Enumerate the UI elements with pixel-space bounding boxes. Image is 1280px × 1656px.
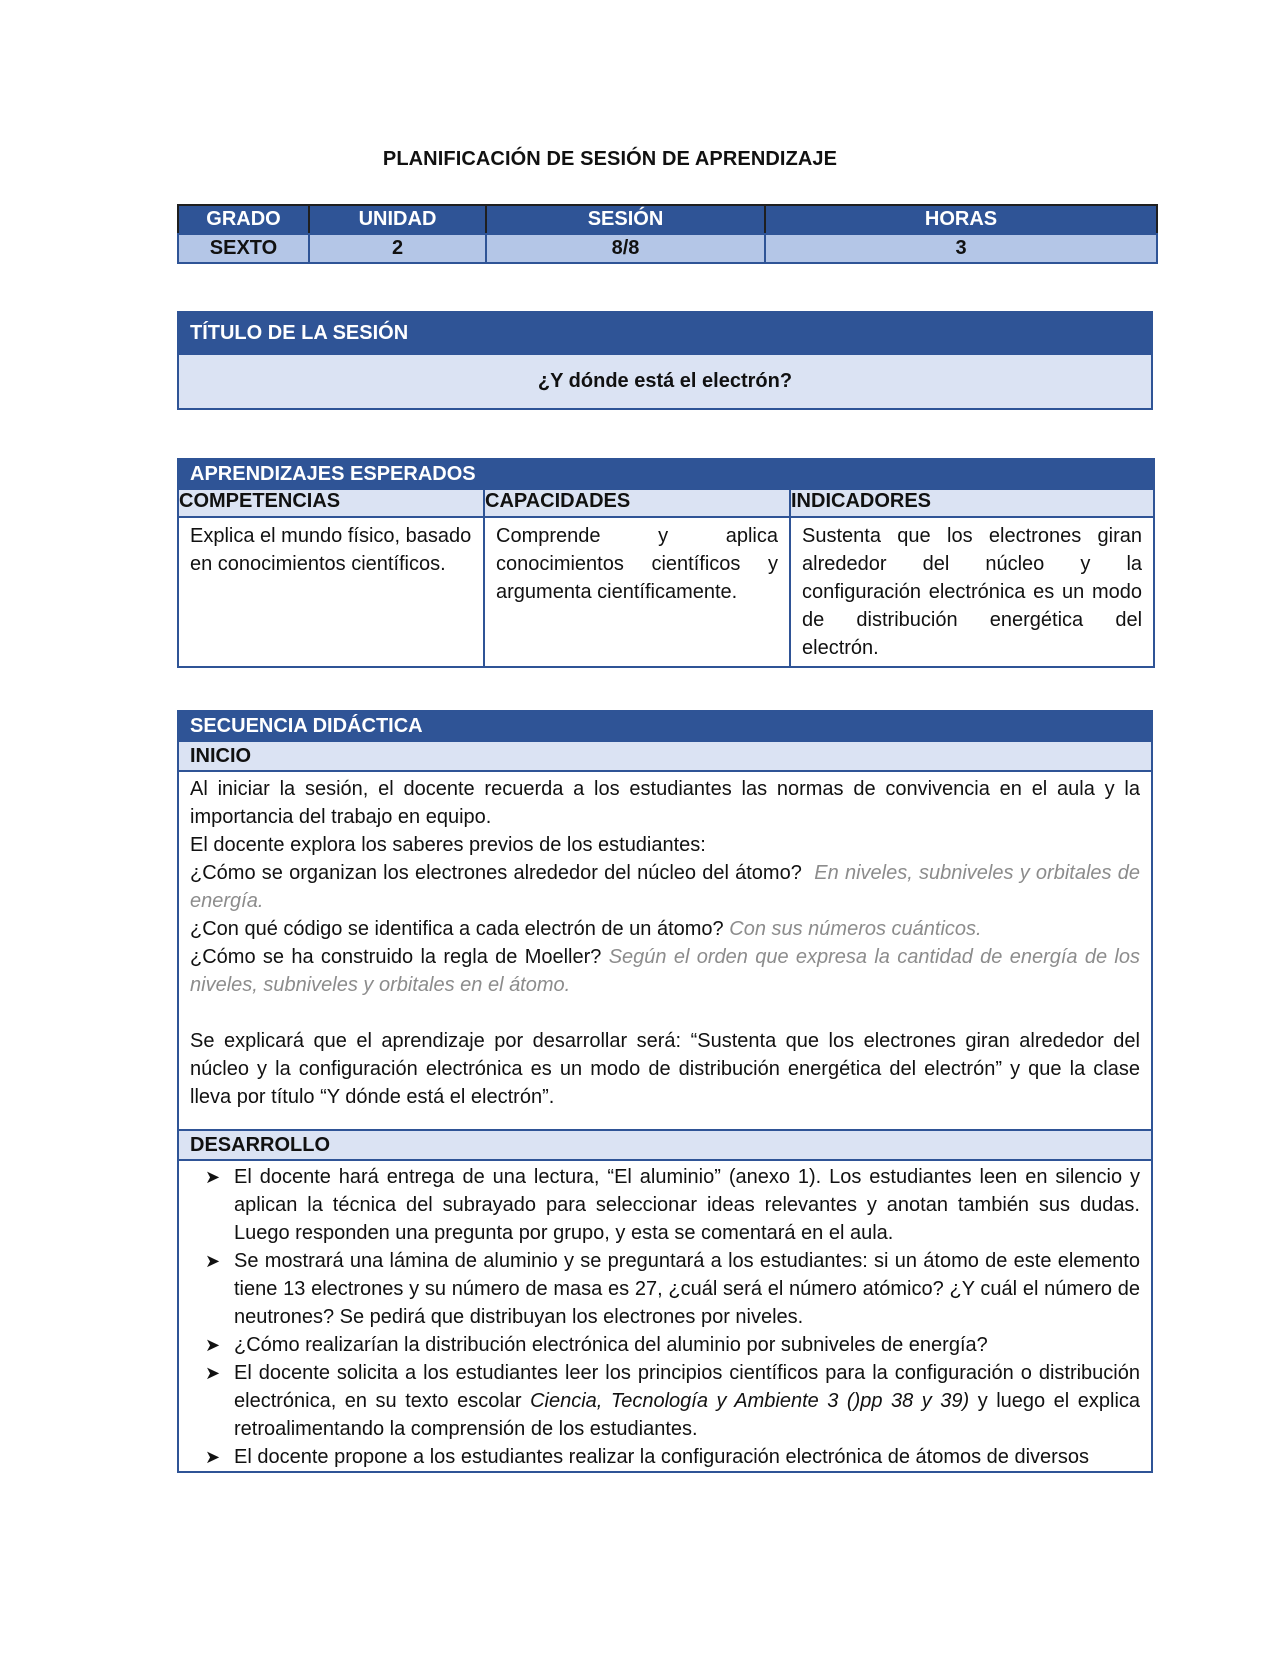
capacidades-header: CAPACIDADES: [484, 489, 790, 517]
inicio-paragraph-2: El docente explora los saberes previos de los estudiantes:: [190, 834, 706, 856]
expected-learning-header: APRENDIZAJES ESPERADOS: [178, 459, 1154, 489]
capacidades-cell: Comprende y aplica conocimientos científicos y argumenta científicamente.: [484, 517, 790, 667]
expected-learning-table: [177, 458, 1155, 668]
session-title-table: [177, 311, 1153, 410]
arrow-bullet-icon: ➤: [205, 1447, 221, 1467]
didactic-sequence-table: [177, 710, 1153, 1473]
arrow-bullet-icon: ➤: [205, 1335, 221, 1355]
grado-header: GRADO: [178, 205, 309, 234]
sesion-header: SESIÓN: [486, 205, 765, 234]
list-item-text: y luego el explica retroalimentando la comprensión de los estudiantes.: [234, 1390, 1141, 1440]
inicio-question-2: [190, 915, 1140, 943]
inicio-label: INICIO: [178, 741, 1152, 771]
grado-value: SEXTO: [178, 234, 309, 263]
list-item-text: El docente propone a los estudiantes realizar la configuración electrónica de átomos de diversos: [234, 1446, 1089, 1468]
unidad-value: 2: [309, 234, 486, 263]
question-2-text: ¿Con qué código se identifica a cada electrón de un átomo?: [190, 918, 724, 940]
document-title: PLANIFICACIÓN DE SESIÓN DE APRENDIZAJE: [382, 148, 838, 170]
book-reference: Ciencia, Tecnología y Ambiente 3 ()pp 38 y 39): [530, 1390, 970, 1412]
indicadores-cell: Sustenta que los electrones giran alrededor del núcleo y la configuración electrónica es un modo de distribución energética del electrón.: [790, 517, 1154, 667]
list-item: [190, 1331, 1140, 1359]
inicio-question-3: [190, 943, 1140, 999]
list-item-text: El docente solicita a los estudiantes leer los principios científicos para la configuración o distribución electrónica, en su texto escolar: [234, 1362, 1140, 1412]
horas-header: HORAS: [765, 205, 1157, 234]
sesion-value: 8/8: [486, 234, 765, 263]
list-item: [190, 1163, 1140, 1247]
competencias-cell: Explica el mundo físico, basado en conocimientos científicos.: [178, 517, 484, 667]
unidad-header: UNIDAD: [309, 205, 486, 234]
competencias-header: COMPETENCIAS: [178, 489, 484, 517]
answer-3-text: Según el orden que expresa la cantidad de energía de los niveles, subniveles y orbitales en el átomo.: [190, 946, 1140, 996]
inicio-paragraph-3: Se explicará que el aprendizaje por desarrollar será: “Sustenta que los electrones giran alrededor del núcleo y la configuración electrónica es un modo de distribución energética del electrón” y que la clase lleva por título “Y dónde está el electrón”.: [190, 1030, 1140, 1108]
list-item: [190, 1359, 1140, 1443]
desarrollo-label: DESARROLLO: [178, 1130, 1152, 1160]
desarrollo-content: [178, 1160, 1152, 1472]
list-item: [190, 1247, 1140, 1331]
session-info-table: [177, 204, 1158, 264]
answer-2-text: Con sus números cuánticos.: [729, 918, 982, 940]
inicio-content: [178, 771, 1152, 1130]
list-item-text: Se mostrará una lámina de aluminio y se preguntará a los estudiantes: si un átomo de este elemento tiene 13 electrones y su número de masa es 27, ¿cuál será el número atómico? ¿Y cuál el número de neutrones? Se pedirá que distribuyan los electrones por niveles.: [234, 1250, 1140, 1328]
arrow-bullet-icon: ➤: [205, 1167, 221, 1187]
question-3-text: ¿Cómo se ha construido la regla de Moeller?: [190, 946, 602, 968]
desarrollo-list: [190, 1163, 1140, 1471]
horas-value: 3: [765, 234, 1157, 263]
didactic-sequence-header: SECUENCIA DIDÁCTICA: [178, 711, 1152, 741]
indicadores-header: INDICADORES: [790, 489, 1154, 517]
list-item-text: ¿Cómo realizarían la distribución electrónica del aluminio por subniveles de energía?: [234, 1334, 988, 1356]
list-item: [190, 1443, 1140, 1471]
session-title-header: TÍTULO DE LA SESIÓN: [178, 312, 1152, 354]
list-item-text: El docente hará entrega de una lectura, “El aluminio” (anexo 1). Los estudiantes leen en silencio y aplican la técnica del subrayado para seleccionar ideas relevantes y anotan también sus dudas. Luego responden una pregunta por grupo, y esta se comentará en el aula.: [234, 1166, 1140, 1244]
inicio-paragraph-1: Al iniciar la sesión, el docente recuerda a los estudiantes las normas de convivencia en el aula y la importancia del trabajo en equipo.: [190, 778, 1140, 828]
inicio-question-1: [190, 859, 1140, 915]
arrow-bullet-icon: ➤: [205, 1363, 221, 1383]
session-title-value: ¿Y dónde está el electrón?: [178, 354, 1152, 409]
question-1-text: ¿Cómo se organizan los electrones alrededor del núcleo del átomo?: [190, 862, 802, 884]
arrow-bullet-icon: ➤: [205, 1251, 221, 1271]
answer-1-text: En niveles, subniveles y orbitales de energía.: [190, 862, 1140, 912]
